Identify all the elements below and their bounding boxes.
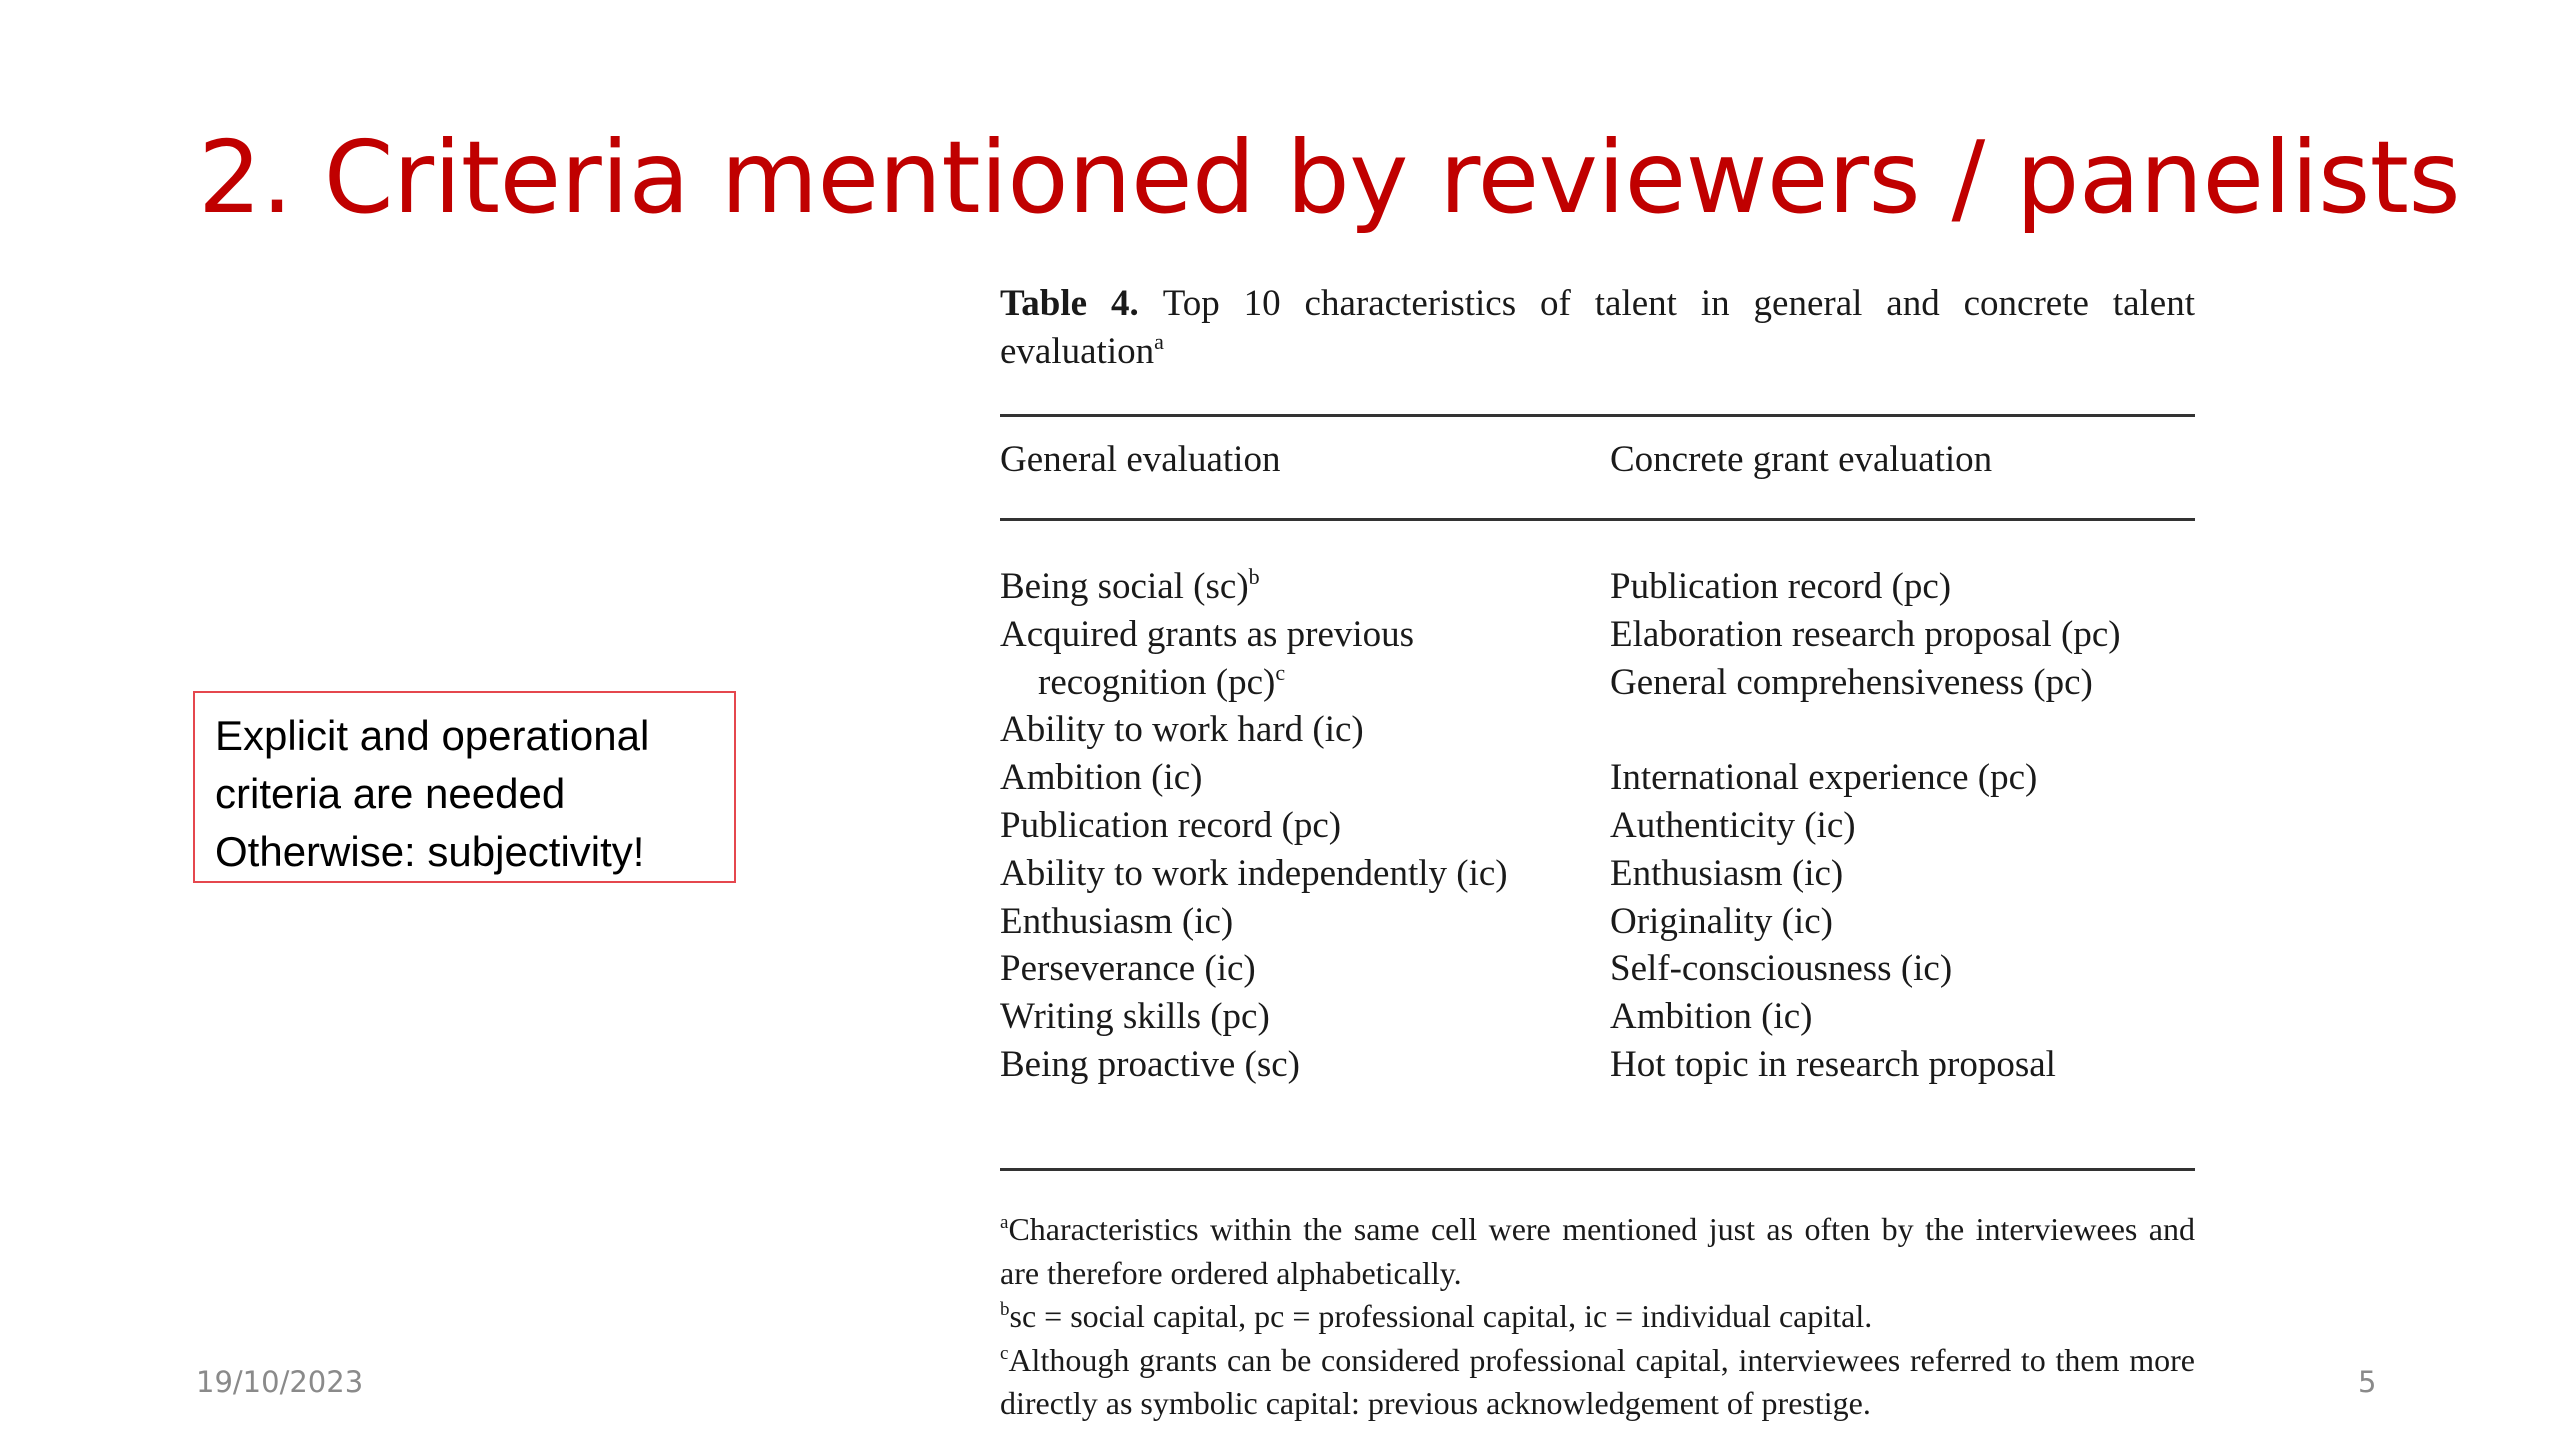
cell-text: Being social (sc) <box>1000 566 1249 607</box>
table-cell-concrete: International experience (pc) <box>1610 757 2038 799</box>
cell-text: recognition (pc) <box>1038 661 1276 703</box>
table-cell-general <box>1000 945 1508 993</box>
table-cell-concrete: Ambition (ic) <box>1610 996 1813 1038</box>
footnote <box>1000 1208 2195 1295</box>
general-column <box>1000 563 1508 1089</box>
cell-text: Acquired grants as previous <box>1000 613 1415 655</box>
top-rule <box>1000 414 2195 417</box>
footnote-text: sc = social capital, pc = professional capital, ic = individual capital. <box>1009 1298 1873 1334</box>
table-cell-concrete: Originality (ic) <box>1610 900 1833 942</box>
table-cell-general <box>1000 802 1508 850</box>
table-cell-concrete: Enthusiasm (ic) <box>1610 852 1844 894</box>
table-cell-general <box>1000 659 1508 707</box>
table-cell-concrete: General comprehensiveness (pc) <box>1610 661 2093 703</box>
table-cell-general <box>1000 563 1508 611</box>
footnote-mark: b <box>1000 1299 1010 1320</box>
footnote-mark: c <box>1000 1342 1009 1364</box>
cell-text: Writing skills (pc) <box>1000 996 1270 1038</box>
table-caption <box>1000 280 2195 376</box>
footnote <box>1000 1339 2195 1426</box>
cell-text: Being proactive (sc) <box>1000 1043 1300 1085</box>
table-cell-general <box>1000 898 1508 946</box>
table-label: Table 4. <box>1000 283 1139 324</box>
footnote-mark: a <box>1000 1212 1009 1233</box>
cell-text: Ability to work independently (ic) <box>1000 852 1508 894</box>
header-rule <box>1000 518 2195 521</box>
table-cell-general <box>1000 993 1508 1041</box>
cell-text: Ability to work hard (ic) <box>1000 709 1364 751</box>
footnote-mark: c <box>1275 659 1286 685</box>
table-cell-concrete: Publication record (pc) <box>1610 566 1952 607</box>
table-cell-general <box>1000 850 1508 898</box>
callout-box <box>193 691 736 883</box>
footnote-text: Characteristics within the same cell were mentioned just as often by the interviewees and are therefore ordered alphabetically. <box>1000 1211 2195 1291</box>
concrete-column <box>1610 563 2121 1089</box>
callout-line: Otherwise: subjectivity! <box>215 828 645 875</box>
callout-line: Explicit and operational <box>215 712 650 759</box>
header-general: General evaluation <box>1000 439 1281 480</box>
footnote-mark: b <box>1248 564 1260 589</box>
header-concrete: Concrete grant evaluation <box>1610 439 1993 480</box>
table-cell-general <box>1000 1041 1508 1089</box>
table-cell-concrete <box>1610 706 2121 754</box>
slide-page-number: 5 <box>2358 1365 2377 1399</box>
callout-line: criteria are needed <box>215 770 566 817</box>
table-cell-general <box>1000 611 1508 659</box>
caption-footnote-mark: a <box>1154 329 1164 354</box>
slide-title: 2. Criteria mentioned by reviewers / panelists <box>198 119 2461 236</box>
table-cell-concrete: Hot topic in research proposal <box>1610 1043 2056 1085</box>
table-footnotes <box>1000 1208 2195 1426</box>
cell-text: Enthusiasm (ic) <box>1000 900 1234 942</box>
footnote <box>1000 1295 2195 1339</box>
table-caption-text: Top 10 characteristics of talent in general and concrete talent evaluation <box>1000 283 2195 372</box>
table-cell-general <box>1000 754 1508 802</box>
cell-text: Perseverance (ic) <box>1000 948 1256 990</box>
footnote-text: Although grants can be considered professional capital, interviewees referred to them more directly as symbolic capital: previous acknowledgement of prestige. <box>1000 1341 2195 1421</box>
cell-text: Publication record (pc) <box>1000 804 1342 846</box>
cell-text: Ambition (ic) <box>1000 757 1203 799</box>
table-cell-concrete: Elaboration research proposal (pc) <box>1610 613 2121 655</box>
slide-date: 19/10/2023 <box>196 1365 364 1399</box>
table-cell-general <box>1000 706 1508 754</box>
table-cell-concrete: Authenticity (ic) <box>1610 804 1856 846</box>
bottom-rule <box>1000 1168 2195 1171</box>
table-cell-concrete: Self-consciousness (ic) <box>1610 948 1953 990</box>
